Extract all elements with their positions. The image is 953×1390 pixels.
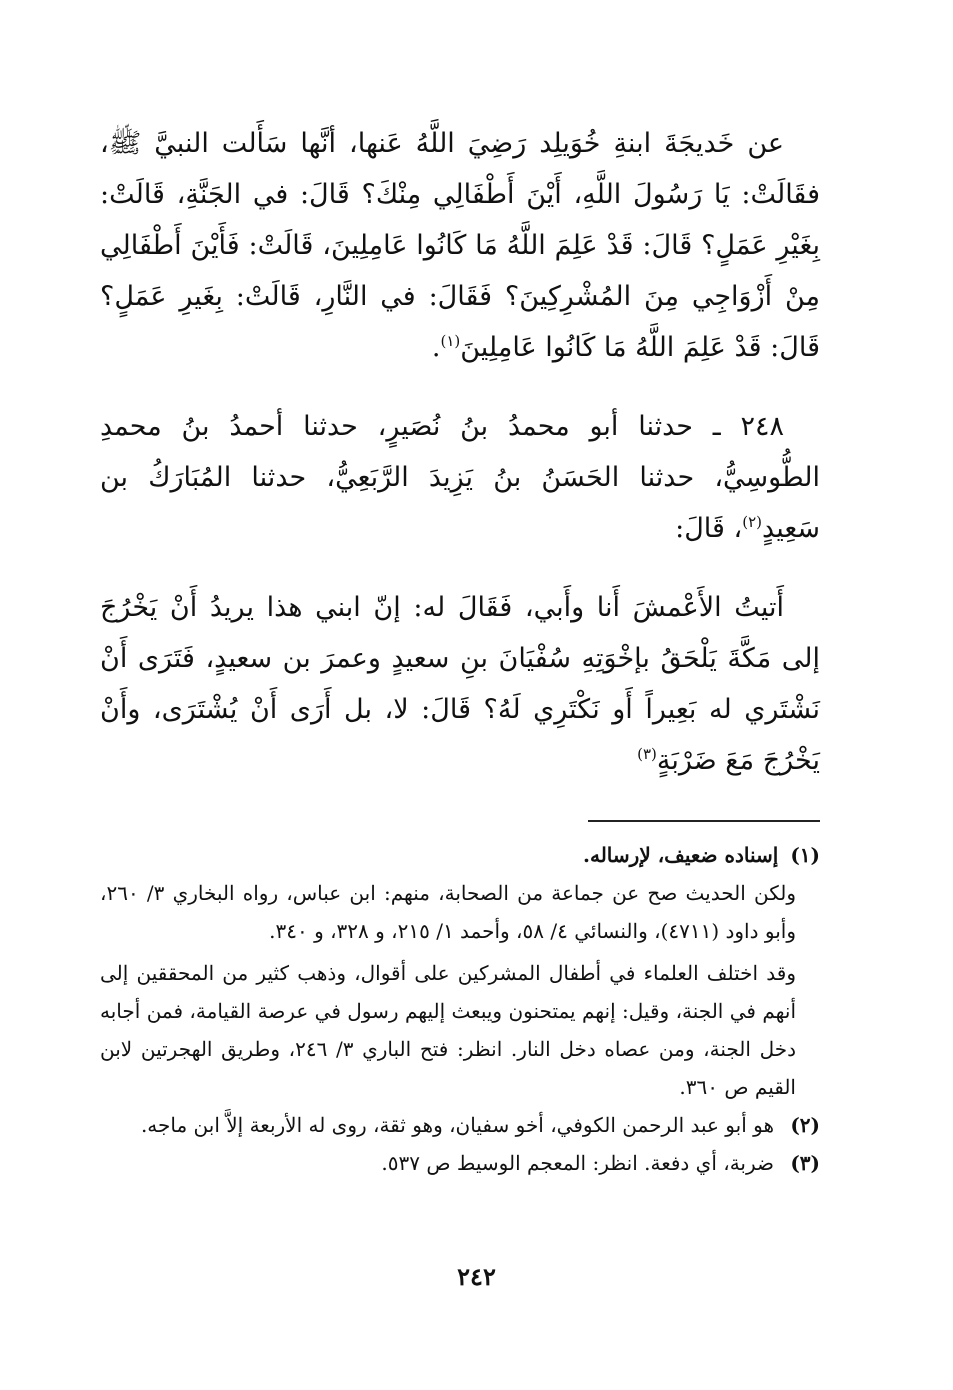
footnote-1-paragraph-1: ولكن الحديث صح عن جماعة من الصحابة، منهم: ابن عباس، رواه البخاري ٣/ ٢٦٠، وأبو داود (٤٧١١)، والنسائي ٤/ ٥٨، وأحمد ١/ ٢١٥، و ٣٢٨، و ٣٤٠. <box>100 881 796 943</box>
hadith-text-1: عن خَديجَةَ ابنةِ خُوَيلِد رَضِيَ اللَّهُ عَنها، أنَّها سَأَلت النبيَّ ﷺ، فقَالَتْ: يَا رَسُولَ اللَّهِ، أَيْنَ أَطْفَالِي مِنْكَ؟ قَالَ: في الجَنَّةِ، قَالَتْ: بِغَيْرِ عَمَلٍ؟ قَالَ: قَدْ عَلِمَ اللَّهُ مَا كَانُوا عَامِلِينَ، قَالَتْ: فَأَيْنَ أَطْفَالِي مِنْ أَزْوَاجِي مِنَ المُشْرِكِينَ؟ فَقَالَ: في النَّارِ، قَالَتْ: بِغَيرِ عَمَلٍ؟ قَالَ: قَدْ عَلِمَ اللَّهُ مَا كَانُوا عَامِلِينَ <box>100 128 820 363</box>
footnote-3 <box>100 1144 820 1182</box>
footnote-1-paragraph-2: وقد اختلف العلماء في أطفال المشركين على أقوال، وذهب كثير من المحققين إلى أنهم في الجنة، وقيل: إنهم يمتحنون ويبعث إليهم رسول في عرصة القيامة، فمن أجابه دخل الجنة، ومن عصاه دخل النار. انظر: فتح الباري ٣/ ٢٤٦، وطريق الهجرتين لابن القيم ص ٣٦٠. <box>100 961 796 1099</box>
hadith-text-1-end: . <box>431 332 441 363</box>
footnote-1-heading: إسناده ضعيف، لإرساله. <box>583 843 779 867</box>
footnote-2-text: هو أبو عبد الرحمن الكوفي، أخو سفيان، وهو ثقة، روى له الأربعة إلاَّ ابن ماجه. <box>140 1113 774 1137</box>
isnad-text: ٢٤٨ ـ حدثنا أبو محمدُ بنُ نُصَيرٍ، حدثنا أحمدُ بنُ محمدِ الطُّوسِيُّ، حدثنا الحَسَنُ بنُ يَزِيدَ الرَّبَعِيُّ، حدثنا المُبَارَكُ بن سَعِيدٍ <box>100 411 820 544</box>
footnote-3-number: (٣) <box>790 1151 820 1175</box>
footnote-ref-3[interactable]: (٣) <box>637 745 657 763</box>
narration-paragraph <box>100 582 820 786</box>
footnote-1-number: (١) <box>790 843 820 867</box>
page-content <box>100 118 820 1182</box>
hadith-paragraph-1 <box>100 118 820 373</box>
footnote-divider <box>588 820 820 822</box>
footnote-1 <box>100 836 820 1106</box>
footnote-ref-2[interactable]: (٢) <box>742 513 763 531</box>
footnote-2-number: (٢) <box>790 1113 820 1137</box>
footnote-ref-1[interactable]: (١) <box>440 332 461 350</box>
narration-text: أَتيتُ الأَعْمشَ أَنا وأَبي، فَقَالَ له: إنّ ابني هذا يريدُ أَنْ يَخْرُجَ إلى مَكَّةَ يَلْحَقُ بإخْوَتِهِ سُفْيَانَ بنِ سعيدٍ وعمرَ بن سعيدٍ، فَتَرَى أَنْ نَشْتَري له بَعِيراً أَو نَكْتَرِي لَهُ؟ قَالَ: لا، بل أَرَى أَنْ يُشْتَرَى، وأَنْ يَخْرُجَ مَعَ ضَرْبَةٍ <box>100 592 820 776</box>
page-number: ٢٤٢ <box>457 1262 496 1291</box>
footnote-3-text: ضربة، أي دفعة. انظر: المعجم الوسيط ص ٥٣٧. <box>381 1151 774 1175</box>
footnote-2 <box>100 1106 820 1144</box>
isnad-paragraph <box>100 401 820 554</box>
isnad-text-end: ، قَالَ: <box>675 513 743 544</box>
